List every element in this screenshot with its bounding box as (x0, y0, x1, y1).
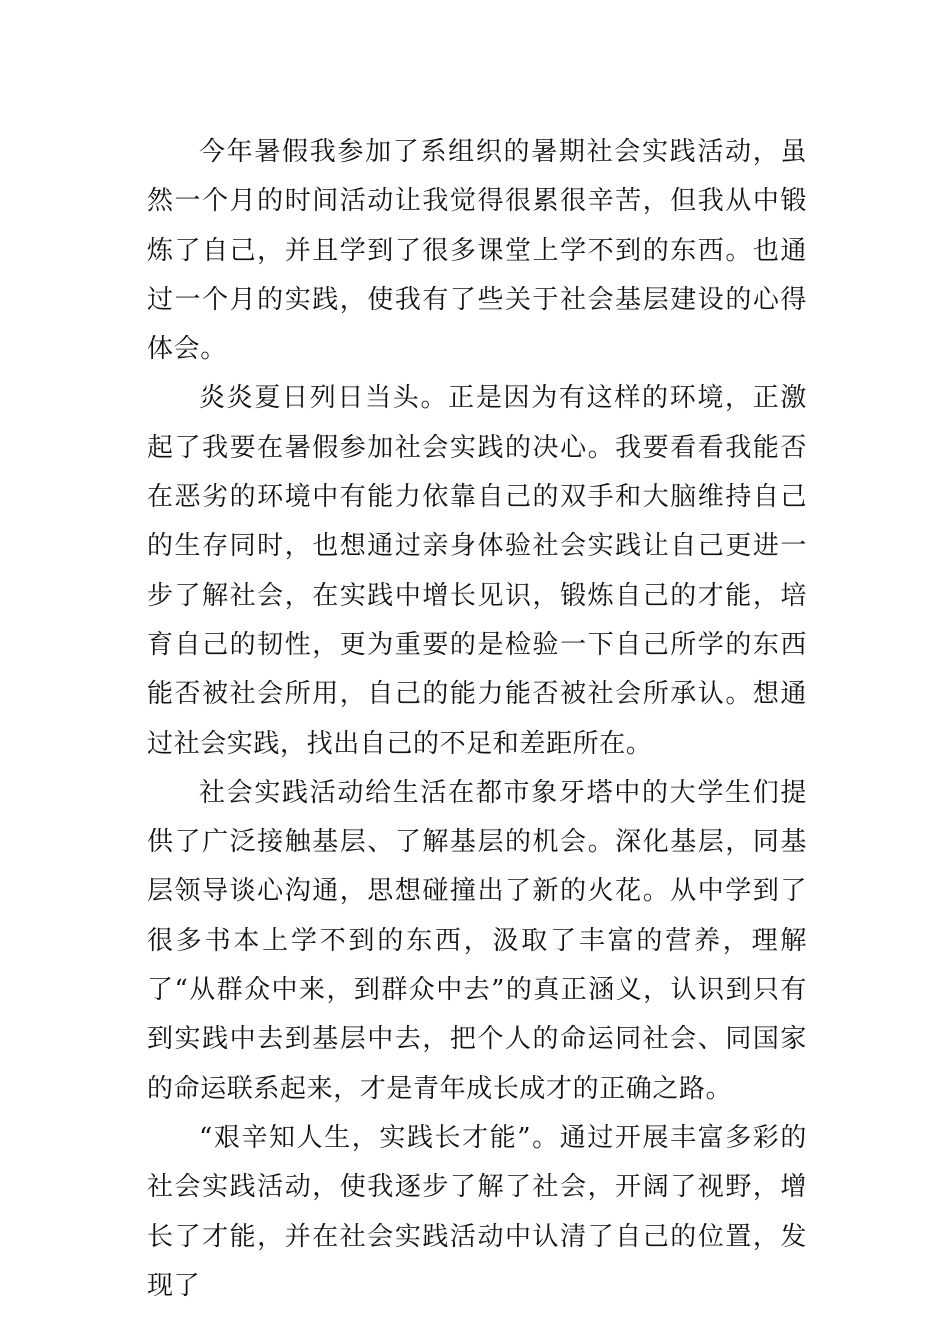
paragraph-3: 社会实践活动给生活在都市象牙塔中的大学生们提供了广泛接触基层、了解基层的机会。深化基层，同基层领导谈心沟通，思想碰撞出了新的火花。从中学到了很多书本上学不到的东西，汲取了丰富的营养，理解了“从群众中来，到群众中去”的真正涵义，认识到只有到实践中去到基层中去，把个人的命运同社会、同国家的命运联系起来，才是青年成长成才的正确之路。 (147, 777, 807, 1104)
paragraph-4: “艰辛知人生，实践长才能”。通过开展丰富多彩的社会实践活动，使我逐步了解了社会，开阔了视野，增长了才能，并在社会实践活动中认清了自己的位置，发现了 (147, 1122, 807, 1301)
paragraph-2: 炎炎夏日列日当头。正是因为有这样的环境，正激起了我要在暑假参加社会实践的决心。我要看看我能否在恶劣的环境中有能力依靠自己的双手和大脑维持自己的生存同时，也想通过亲身体验社会实践让自己更进一步了解社会，在实践中增长见识，锻炼自己的才能，培育自己的韧性，更为重要的是检验一下自己所学的东西能否被社会所用，自己的能力能否被社会所承认。想通过社会实践，找出自己的不足和差距所在。 (147, 383, 807, 759)
paragraph-1: 今年暑假我参加了系组织的暑期社会实践活动，虽然一个月的时间活动让我觉得很累很辛苦，但我从中锻炼了自己，并且学到了很多课堂上学不到的东西。也通过一个月的实践，使我有了些关于社会基层建设的心得体会。 (147, 137, 807, 365)
document-body (147, 128, 807, 1311)
